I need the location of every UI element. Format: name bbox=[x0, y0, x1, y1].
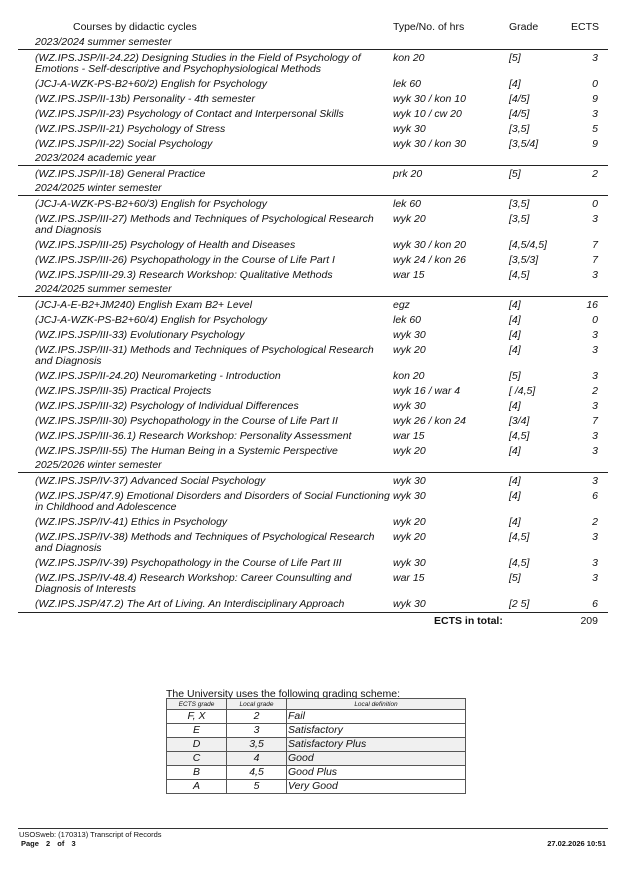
course-type-hours: wyk 30 / kon 20 bbox=[393, 238, 466, 251]
course-grade: [4/5] bbox=[509, 107, 530, 120]
grading-local-grade: 2 bbox=[227, 710, 287, 724]
course-row bbox=[0, 267, 620, 282]
ects-total-value: 209 bbox=[580, 615, 598, 627]
course-row bbox=[0, 312, 620, 327]
course-name: (WZ.IPS.JSP/III-32) Psychology of Individual Differences bbox=[35, 399, 299, 412]
course-row bbox=[0, 237, 620, 252]
course-name: (JCJ-A-WZK-PS-B2+60/2) English for Psychology bbox=[35, 77, 267, 90]
course-grade: [4,5] bbox=[509, 429, 530, 442]
grading-local-grade: 5 bbox=[227, 780, 287, 794]
page-total: 3 bbox=[71, 839, 76, 848]
grading-header-definition: Local definition bbox=[287, 699, 466, 710]
grading-scheme bbox=[166, 689, 466, 794]
course-name: (JCJ-A-WZK-PS-B2+60/3) English for Psychology bbox=[35, 197, 267, 210]
grading-definition: Good bbox=[287, 752, 466, 766]
course-grade: [4] bbox=[509, 328, 521, 341]
course-type-hours: wyk 30 / kon 30 bbox=[393, 137, 466, 150]
course-row bbox=[0, 252, 620, 267]
course-type-hours: wyk 20 bbox=[393, 343, 426, 356]
semester-section bbox=[0, 181, 620, 282]
course-name: (WZ.IPS.JSP/III-26) Psychopathology in the Course of Life Part I bbox=[35, 253, 335, 266]
course-row bbox=[0, 297, 620, 312]
page-indicator bbox=[21, 839, 76, 848]
course-ects: 9 bbox=[592, 92, 598, 105]
course-name: (WZ.IPS.JSP/IV-48.4) Research Workshop: Career Counsulting and Diagnosis of Interests bbox=[35, 571, 352, 595]
grading-definition: Good Plus bbox=[287, 766, 466, 780]
course-ects: 3 bbox=[592, 51, 598, 64]
courses-table bbox=[0, 35, 620, 629]
semester-title: 2023/2024 academic year bbox=[35, 152, 156, 164]
footer-datetime: 27.02.2026 10:51 bbox=[547, 839, 606, 848]
course-grade: [4] bbox=[509, 474, 521, 487]
course-type-hours: war 15 bbox=[393, 268, 425, 281]
course-ects: 2 bbox=[592, 384, 598, 397]
grading-definition: Satisfactory bbox=[287, 724, 466, 738]
grading-local-grade: 4,5 bbox=[227, 766, 287, 780]
course-type-hours: wyk 20 bbox=[393, 212, 426, 225]
course-grade: [4] bbox=[509, 399, 521, 412]
course-row bbox=[0, 106, 620, 121]
course-type-hours: wyk 30 bbox=[393, 489, 426, 502]
course-type-hours: egz bbox=[393, 298, 410, 311]
course-type-hours: wyk 26 / kon 24 bbox=[393, 414, 466, 427]
page-of: of bbox=[57, 839, 65, 848]
course-grade: [3,5/4] bbox=[509, 137, 539, 150]
course-grade: [5] bbox=[509, 167, 521, 180]
course-grade: [4] bbox=[509, 343, 521, 356]
course-grade: [4,5/4,5] bbox=[509, 238, 547, 251]
course-grade: [3,5] bbox=[509, 122, 530, 135]
course-grade: [3/4] bbox=[509, 414, 530, 427]
course-grade: [3,5] bbox=[509, 197, 530, 210]
course-ects: 3 bbox=[592, 474, 598, 487]
grading-ects-grade: C bbox=[167, 752, 227, 766]
course-grade: [4] bbox=[509, 444, 521, 457]
semester-section bbox=[0, 282, 620, 458]
course-row bbox=[0, 555, 620, 570]
course-name: (WZ.IPS.JSP/III-25) Psychology of Health and Diseases bbox=[35, 238, 296, 251]
course-grade: [5] bbox=[509, 51, 521, 64]
course-grade: [4] bbox=[509, 298, 521, 311]
course-ects: 16 bbox=[586, 298, 598, 311]
course-type-hours: lek 60 bbox=[393, 197, 422, 210]
grading-local-grade: 3 bbox=[227, 724, 287, 738]
course-type-hours: wyk 16 / war 4 bbox=[393, 384, 461, 397]
course-name: (JCJ-A-WZK-PS-B2+60/4) English for Psychology bbox=[35, 313, 267, 326]
grading-ects-grade: F, X bbox=[167, 710, 227, 724]
course-ects: 3 bbox=[592, 107, 598, 120]
course-type-hours: wyk 24 / kon 26 bbox=[393, 253, 466, 266]
course-name: (WZ.IPS.JSP/III-33) Evolutionary Psychology bbox=[35, 328, 245, 341]
grading-row bbox=[167, 738, 466, 752]
course-name: (WZ.IPS.JSP/IV-38) Methods and Techniques of Psychological Research and Diagnosis bbox=[35, 530, 375, 554]
course-ects: 7 bbox=[592, 414, 598, 427]
course-row bbox=[0, 211, 620, 237]
course-type-hours: wyk 30 bbox=[393, 399, 426, 412]
semester-section bbox=[0, 458, 620, 611]
course-row bbox=[0, 368, 620, 383]
course-row bbox=[0, 413, 620, 428]
course-row bbox=[0, 50, 620, 76]
column-header-grade: Grade bbox=[509, 21, 539, 33]
course-grade: [ /4,5] bbox=[509, 384, 536, 397]
course-type-hours: wyk 30 bbox=[393, 328, 426, 341]
grading-scheme-title: The University uses the following grading scheme: bbox=[166, 689, 401, 698]
course-ects: 3 bbox=[592, 343, 598, 356]
course-grade: [4,5] bbox=[509, 530, 530, 543]
grading-local-grade: 3,5 bbox=[227, 738, 287, 752]
course-row bbox=[0, 596, 620, 611]
semester-section bbox=[0, 35, 620, 151]
course-type-hours: wyk 20 bbox=[393, 515, 426, 528]
grading-local-grade: 4 bbox=[227, 752, 287, 766]
course-row bbox=[0, 529, 620, 555]
course-ects: 2 bbox=[592, 167, 598, 180]
course-ects: 3 bbox=[592, 399, 598, 412]
course-type-hours: wyk 20 bbox=[393, 530, 426, 543]
ects-total-label: ECTS in total: bbox=[434, 615, 503, 627]
course-row bbox=[0, 327, 620, 342]
course-ects: 3 bbox=[592, 328, 598, 341]
course-grade: [4,5] bbox=[509, 268, 530, 281]
course-row bbox=[0, 570, 620, 596]
course-name: (WZ.IPS.JSP/II-13b) Personality - 4th semester bbox=[35, 92, 255, 105]
course-row bbox=[0, 473, 620, 488]
course-grade: [2 5] bbox=[509, 597, 530, 610]
course-grade: [4] bbox=[509, 515, 521, 528]
course-ects: 7 bbox=[592, 253, 598, 266]
course-name: (WZ.IPS.JSP/II-24.20) Neuromarketing - Introduction bbox=[35, 369, 281, 382]
course-ects: 3 bbox=[592, 556, 598, 569]
course-grade: [4,5] bbox=[509, 556, 530, 569]
course-row bbox=[0, 514, 620, 529]
course-ects: 0 bbox=[592, 313, 598, 326]
course-type-hours: lek 60 bbox=[393, 313, 422, 326]
semester-section bbox=[0, 151, 620, 181]
course-ects: 6 bbox=[592, 489, 598, 502]
course-ects: 3 bbox=[592, 571, 598, 584]
course-ects: 2 bbox=[592, 515, 598, 528]
course-ects: 3 bbox=[592, 268, 598, 281]
course-name: (WZ.IPS.JSP/47.2) The Art of Living. An Interdisciplinary Approach bbox=[35, 597, 345, 610]
column-header-courses: Courses by didactic cycles bbox=[73, 21, 197, 33]
ects-total-row bbox=[0, 613, 620, 629]
grading-header-ects: ECTS grade bbox=[167, 699, 227, 710]
course-name: (WZ.IPS.JSP/III-29.3) Research Workshop: Qualitative Methods bbox=[35, 268, 333, 281]
course-name: (WZ.IPS.JSP/III-55) The Human Being in a Systemic Perspective bbox=[35, 444, 338, 457]
course-name: (WZ.IPS.JSP/47.9) Emotional Disorders and Disorders of Social Functioning in Childhood and Adolescence bbox=[35, 489, 390, 513]
course-row bbox=[0, 488, 620, 514]
grading-row bbox=[167, 724, 466, 738]
course-row bbox=[0, 398, 620, 413]
semester-title: 2023/2024 summer semester bbox=[35, 36, 172, 48]
column-header-ects: ECTS bbox=[571, 21, 600, 33]
course-row bbox=[0, 121, 620, 136]
course-type-hours: wyk 20 bbox=[393, 444, 426, 457]
course-type-hours: wyk 10 / cw 20 bbox=[393, 107, 462, 120]
course-type-hours: wyk 30 bbox=[393, 474, 426, 487]
semester-title: 2025/2026 winter semester bbox=[35, 459, 162, 471]
course-type-hours: war 15 bbox=[393, 571, 425, 584]
course-grade: [4] bbox=[509, 489, 521, 502]
course-row bbox=[0, 76, 620, 91]
course-name: (WZ.IPS.JSP/III-30) Psychopathology in the Course of Life Part II bbox=[35, 414, 338, 427]
course-row bbox=[0, 428, 620, 443]
course-name: (WZ.IPS.JSP/II-18) General Practice bbox=[35, 167, 206, 180]
course-ects: 3 bbox=[592, 444, 598, 457]
course-grade: [3,5/3] bbox=[509, 253, 539, 266]
course-name: (WZ.IPS.JSP/III-36.1) Research Workshop: Personality Assessment bbox=[35, 429, 352, 442]
semester-title: 2024/2025 summer semester bbox=[35, 283, 172, 295]
course-row bbox=[0, 383, 620, 398]
course-grade: [5] bbox=[509, 369, 521, 382]
course-row bbox=[0, 443, 620, 458]
column-header-type: Type/No. of hrs bbox=[393, 21, 465, 33]
course-ects: 3 bbox=[592, 369, 598, 382]
course-name: (WZ.IPS.JSP/IV-39) Psychopathology in the Course of Life Part III bbox=[35, 556, 342, 569]
grading-header-local: Local grade bbox=[227, 699, 287, 710]
course-row bbox=[0, 136, 620, 151]
course-row bbox=[0, 91, 620, 106]
course-ects: 7 bbox=[592, 238, 598, 251]
course-grade: [3,5] bbox=[509, 212, 530, 225]
course-name: (WZ.IPS.JSP/III-31) Methods and Techniques of Psychological Research and Diagnosis bbox=[35, 343, 374, 367]
grading-ects-grade: E bbox=[167, 724, 227, 738]
course-ects: 5 bbox=[592, 122, 598, 135]
grading-row bbox=[167, 710, 466, 724]
grading-row bbox=[167, 766, 466, 780]
course-ects: 6 bbox=[592, 597, 598, 610]
course-ects: 3 bbox=[592, 530, 598, 543]
course-row bbox=[0, 166, 620, 181]
course-ects: 0 bbox=[592, 197, 598, 210]
course-name: (WZ.IPS.JSP/IV-41) Ethics in Psychology bbox=[35, 515, 228, 528]
grading-row bbox=[167, 752, 466, 766]
course-grade: [4] bbox=[509, 313, 521, 326]
course-name: (WZ.IPS.JSP/II-23) Psychology of Contact and Interpersonal Skills bbox=[35, 107, 344, 120]
course-name: (JCJ-A-E-B2+JM240) English Exam B2+ Level bbox=[35, 298, 253, 311]
course-type-hours: wyk 30 bbox=[393, 122, 426, 135]
course-grade: [4] bbox=[509, 77, 521, 90]
course-name: (WZ.IPS.JSP/III-35) Practical Projects bbox=[35, 384, 212, 397]
page-current: 2 bbox=[46, 839, 51, 848]
grading-scheme-table bbox=[166, 698, 466, 794]
grading-definition: Fail bbox=[287, 710, 466, 724]
footer-divider bbox=[18, 828, 608, 829]
course-type-hours: lek 60 bbox=[393, 77, 422, 90]
course-type-hours: wyk 30 bbox=[393, 556, 426, 569]
course-ects: 3 bbox=[592, 429, 598, 442]
grading-row bbox=[167, 780, 466, 794]
course-type-hours: wyk 30 bbox=[393, 597, 426, 610]
semester-title: 2024/2025 winter semester bbox=[35, 182, 162, 194]
course-name: (WZ.IPS.JSP/II-21) Psychology of Stress bbox=[35, 122, 226, 135]
course-type-hours: kon 20 bbox=[393, 369, 425, 382]
course-type-hours: kon 20 bbox=[393, 51, 425, 64]
course-name: (WZ.IPS.JSP/II-24.22) Designing Studies in the Field of Psychology of Emotions - Self-descriptive and Psychophysiological Methods bbox=[35, 51, 361, 75]
grading-ects-grade: B bbox=[167, 766, 227, 780]
course-grade: [4/5] bbox=[509, 92, 530, 105]
course-ects: 0 bbox=[592, 77, 598, 90]
course-type-hours: wyk 30 / kon 10 bbox=[393, 92, 466, 105]
grading-header-row bbox=[167, 699, 466, 710]
course-name: (WZ.IPS.JSP/III-27) Methods and Techniques of Psychological Research and Diagnosis bbox=[35, 212, 374, 236]
grading-ects-grade: D bbox=[167, 738, 227, 752]
course-name: (WZ.IPS.JSP/IV-37) Advanced Social Psychology bbox=[35, 474, 266, 487]
footer-source: USOSweb: (170313) Transcript of Records bbox=[19, 830, 162, 839]
course-type-hours: prk 20 bbox=[393, 167, 423, 180]
grading-definition: Satisfactory Plus bbox=[287, 738, 466, 752]
course-grade: [5] bbox=[509, 571, 521, 584]
course-ects: 3 bbox=[592, 212, 598, 225]
page-label: Page bbox=[21, 839, 39, 848]
course-name: (WZ.IPS.JSP/II-22) Social Psychology bbox=[35, 137, 213, 150]
grading-definition: Very Good bbox=[287, 780, 466, 794]
course-row bbox=[0, 342, 620, 368]
grading-ects-grade: A bbox=[167, 780, 227, 794]
course-ects: 9 bbox=[592, 137, 598, 150]
course-type-hours: war 15 bbox=[393, 429, 425, 442]
course-row bbox=[0, 196, 620, 211]
